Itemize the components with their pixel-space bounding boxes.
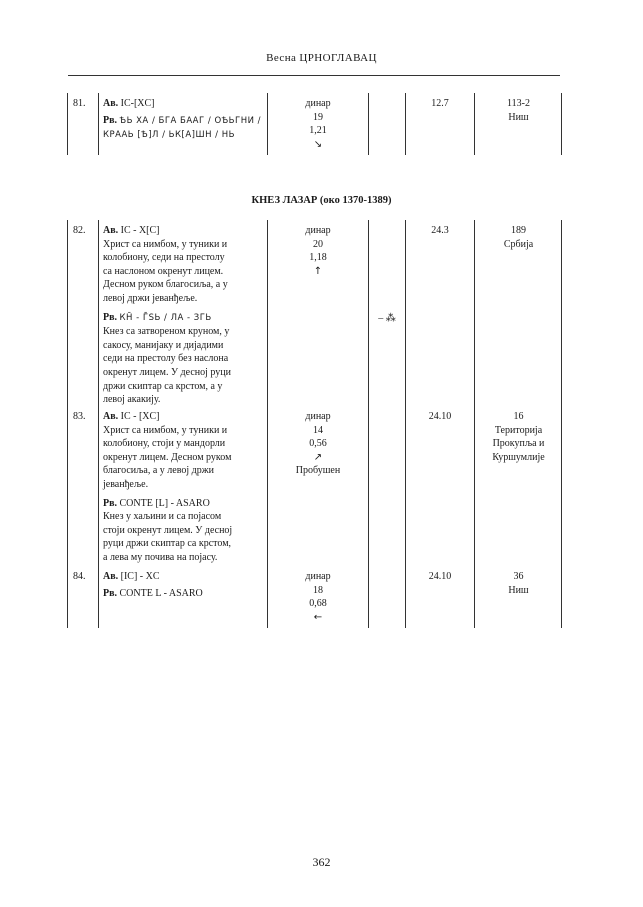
reverse-text-line: окренут лицем. У десној руци bbox=[103, 366, 231, 378]
findspot: Ниш bbox=[508, 584, 529, 596]
denomination-cell bbox=[268, 224, 368, 278]
obverse-label: Ав. bbox=[103, 571, 119, 582]
reverse-text-line: руци држи скиптар са крстом, bbox=[103, 538, 232, 550]
obverse-text-line: благосиља, а у левој држи bbox=[103, 465, 215, 477]
page-number: 362 bbox=[312, 855, 331, 869]
denomination-cell bbox=[268, 410, 368, 478]
reverse-text-line: сакосу, манијаку и дијадими bbox=[103, 339, 224, 351]
reverse-text-line: а лева му почива на појасу. bbox=[103, 551, 218, 563]
obverse-text-line: Христ са нимбом, у туники и bbox=[103, 238, 228, 250]
die-axis-arrow-icon: ↗ bbox=[313, 451, 323, 463]
inventory-number: 113-2 bbox=[507, 98, 530, 109]
findspot-cell bbox=[475, 410, 562, 464]
table-row-83 bbox=[67, 406, 562, 566]
coin-table-2 bbox=[67, 220, 562, 628]
denomination: динар bbox=[305, 571, 331, 582]
table-row-84 bbox=[67, 566, 562, 628]
obverse-legend: IC - X[C] bbox=[120, 225, 160, 236]
coin-description bbox=[103, 570, 265, 600]
findspot-cell bbox=[475, 224, 562, 251]
diameter: 19 bbox=[313, 111, 323, 123]
denomination: динар bbox=[305, 98, 331, 109]
catalogue-ref: 24.10 bbox=[428, 411, 452, 422]
reverse-text-line: левој акакију. bbox=[103, 394, 161, 406]
weight-grams: 0,68 bbox=[309, 598, 327, 610]
diameter: 20 bbox=[313, 238, 323, 250]
obverse-text-line: са наслоном окренут лицем. bbox=[103, 265, 224, 277]
obverse-legend: IC-[XC] bbox=[120, 98, 155, 109]
obverse-label: Ав. bbox=[103, 98, 119, 109]
diameter: 18 bbox=[313, 584, 323, 596]
reverse-text-line: стоји окренут лицем. У десној bbox=[103, 524, 233, 536]
reverse-legend: КН̄ - Г̄ЅЬ / ЛА - ЗГЬ bbox=[119, 312, 212, 323]
reverse-text-line: седи на престолу без наслона bbox=[103, 353, 229, 365]
catalogue-ref: 24.3 bbox=[431, 225, 449, 236]
mint-mark-symbol: – ⁂ bbox=[378, 313, 396, 324]
denomination-cell bbox=[268, 97, 368, 151]
reverse-label: Рв. bbox=[103, 587, 118, 599]
obverse-text-line: колобиону, седи на престолу bbox=[103, 252, 225, 264]
weight-grams: 0,56 bbox=[309, 438, 327, 450]
reverse-label: Рв. bbox=[103, 497, 118, 509]
catalogue-ref: 12.7 bbox=[431, 98, 449, 109]
running-header: Весна ЦРНОГЛАВАЦ bbox=[266, 52, 377, 64]
reverse-legend: CONTE L - ASARO bbox=[119, 587, 203, 599]
header-rule bbox=[68, 75, 560, 76]
table-row-81 bbox=[67, 93, 562, 155]
findspot: Куршумлије bbox=[492, 451, 545, 463]
denomination: динар bbox=[305, 411, 331, 422]
reverse-text-line: Кнез са затвореном круном, у bbox=[103, 326, 230, 338]
reverse-label: Рв. bbox=[103, 311, 118, 323]
obverse-label: Ав. bbox=[103, 225, 119, 236]
entry-number: 82. bbox=[73, 225, 86, 236]
condition-note: Пробушен bbox=[295, 465, 341, 477]
findspot-cell bbox=[475, 570, 562, 597]
obverse-text-line: левој држи јеванђеље. bbox=[103, 292, 198, 304]
reverse-text-line: Кнез у хаљини и са појасом bbox=[103, 511, 222, 523]
reverse-legend: CONTE [L] - ASARO bbox=[119, 497, 210, 509]
findspot: Србија bbox=[503, 238, 534, 250]
weight-grams: 1,18 bbox=[309, 252, 327, 264]
coin-table-1 bbox=[67, 93, 562, 155]
weight-grams: 1,21 bbox=[309, 125, 327, 137]
inventory-number: 36 bbox=[513, 571, 524, 582]
obverse-legend: IC - [XC] bbox=[120, 411, 160, 422]
reverse-legend-line: КРААЬ [Ѣ]Л / ЬК[А]ШН / НЬ bbox=[103, 130, 235, 141]
die-axis-arrow-icon: ← bbox=[313, 611, 323, 623]
findspot: Територија bbox=[494, 424, 543, 436]
coin-description bbox=[103, 224, 265, 407]
die-axis-arrow-icon: ↘ bbox=[313, 138, 323, 150]
findspot: Прокупља и bbox=[492, 438, 545, 450]
entry-number: 84. bbox=[73, 571, 86, 582]
coin-description bbox=[103, 97, 265, 143]
reverse-legend-line: ѢЬ ХА / БГА БААГ / ОѢЬГНИ / bbox=[119, 115, 262, 126]
obverse-label: Ав. bbox=[103, 411, 119, 422]
entry-number: 83. bbox=[73, 411, 86, 422]
obverse-text-line: Христ са нимбом, у туники и bbox=[103, 424, 228, 436]
denomination: динар bbox=[305, 225, 331, 236]
findspot-cell bbox=[475, 97, 562, 124]
obverse-text-line: јеванђеље. bbox=[103, 478, 149, 490]
denomination-cell bbox=[268, 570, 368, 624]
inventory-number: 16 bbox=[513, 411, 524, 422]
obverse-text-line: окренут лицем. Десном руком bbox=[103, 451, 232, 463]
diameter: 14 bbox=[313, 424, 323, 436]
catalogue-ref: 24.10 bbox=[428, 571, 452, 582]
inventory-number: 189 bbox=[511, 225, 526, 236]
table-row-82 bbox=[67, 220, 562, 406]
findspot: Ниш bbox=[508, 111, 529, 123]
obverse-text-line: колобиону, стоји у мандорли bbox=[103, 438, 226, 450]
reverse-label: Рв. bbox=[103, 114, 118, 126]
section-title: КНЕЗ ЛАЗАР (око 1370-1389) bbox=[251, 195, 392, 206]
entry-number: 81. bbox=[73, 98, 86, 109]
obverse-text-line: Десном руком благосиља, а у bbox=[103, 279, 228, 291]
reverse-text-line: држи скиптар са крстом, а у bbox=[103, 380, 223, 392]
die-axis-arrow-icon: ↑ bbox=[313, 265, 323, 277]
obverse-legend: [IC] - XC bbox=[120, 571, 160, 582]
coin-description bbox=[103, 410, 265, 565]
